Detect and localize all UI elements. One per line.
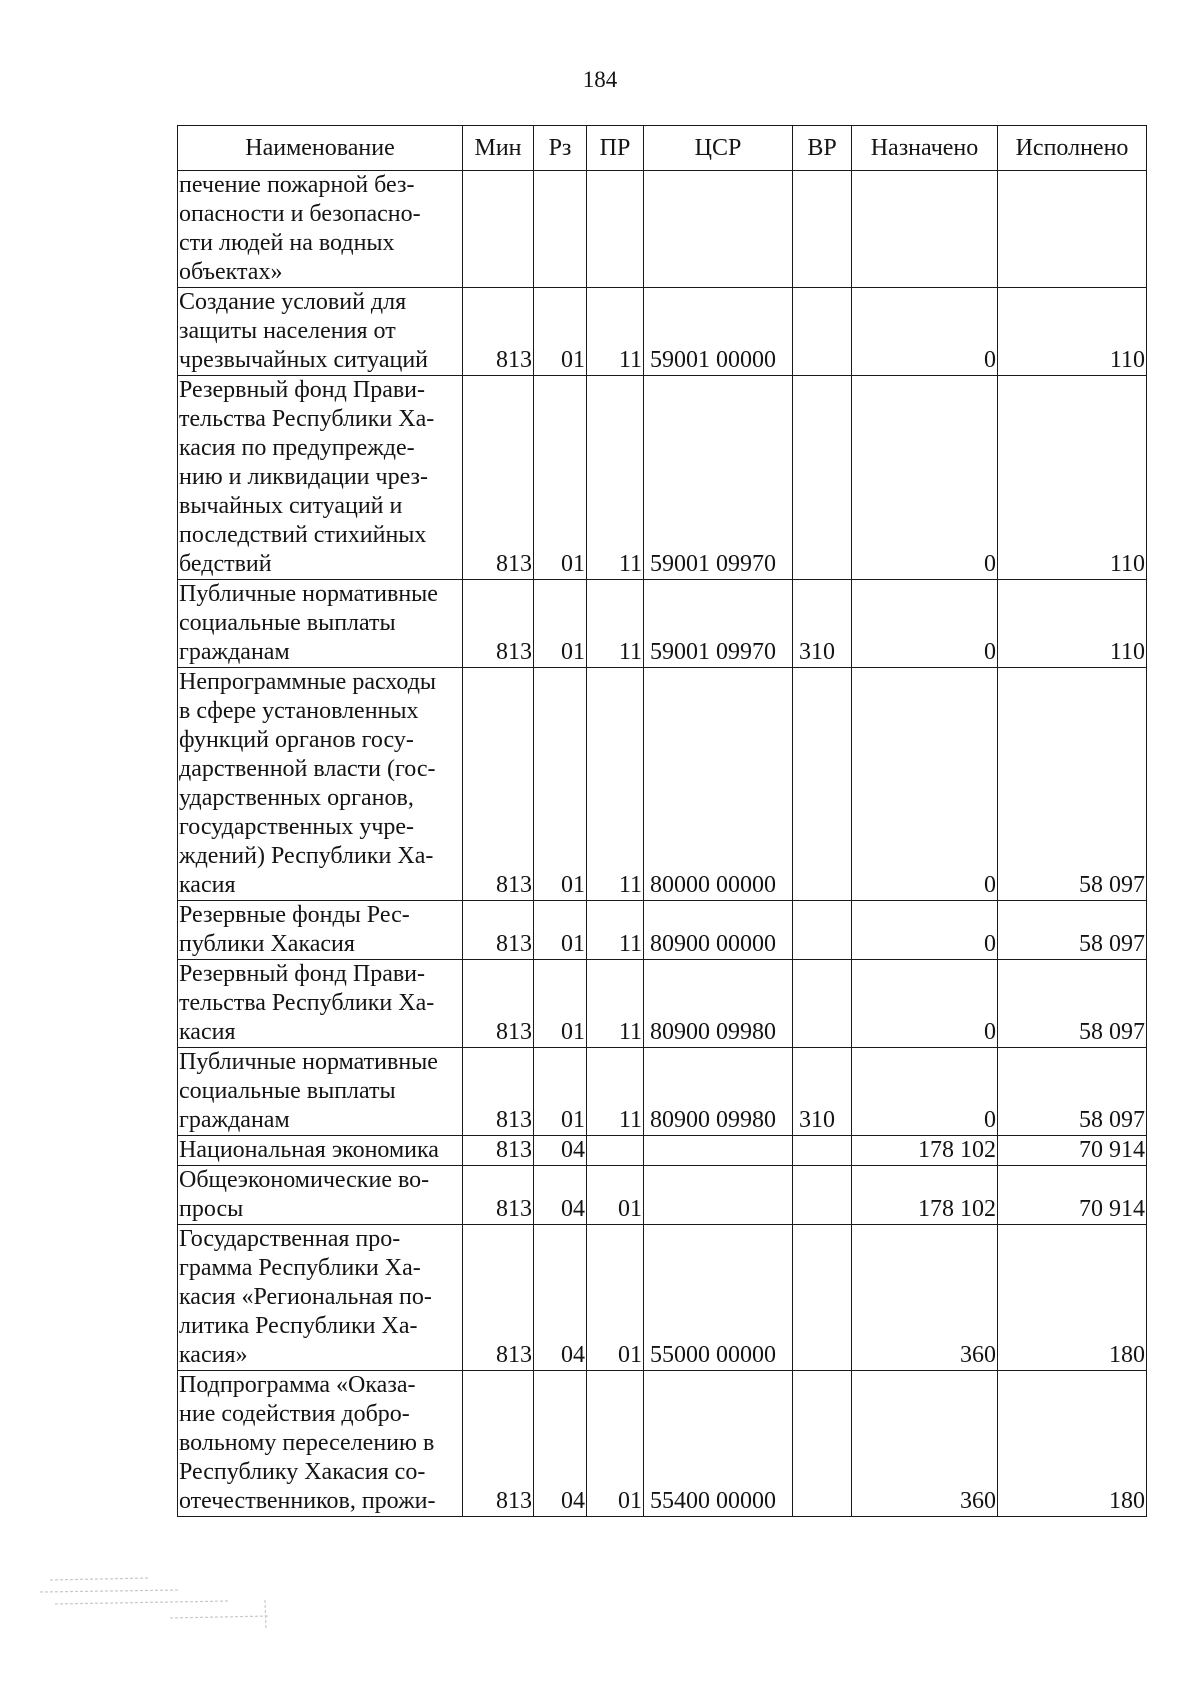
table-row: [178, 960, 1147, 1048]
header-row: [178, 126, 1147, 171]
row-rz: 01: [534, 288, 587, 376]
row-assigned: 360: [852, 1225, 998, 1371]
row-min: 813: [463, 1166, 534, 1225]
row-vr: [793, 960, 852, 1048]
row-csr: 59001 00000: [644, 288, 793, 376]
row-name: печение пожарной без- опасности и безопасно- сти людей на водных объектах»: [178, 171, 463, 288]
row-rz: 01: [534, 901, 587, 960]
row-executed: 110: [998, 288, 1147, 376]
row-executed: 58 097: [998, 1048, 1147, 1136]
page-number: 184: [582, 67, 618, 92]
row-min: 813: [463, 960, 534, 1048]
row-name: Подпрограмма «Оказа- ние содействия добро- вольному переселению в Республику Хакасия со- отечественников, прожи-: [178, 1371, 463, 1517]
row-min: 813: [463, 288, 534, 376]
row-rz: 01: [534, 668, 587, 901]
row-executed: 58 097: [998, 901, 1147, 960]
table-row: [178, 171, 1147, 288]
row-vr: [793, 668, 852, 901]
row-pr: 11: [587, 1048, 644, 1136]
row-assigned: 360: [852, 1371, 998, 1517]
row-name: Резервные фонды Рес- публики Хакасия: [178, 901, 463, 960]
row-name: Национальная экономика: [178, 1136, 463, 1166]
budget-table: [177, 125, 1147, 1517]
row-min: 813: [463, 1371, 534, 1517]
row-csr: [644, 1136, 793, 1166]
row-rz: 04: [534, 1166, 587, 1225]
row-pr: 11: [587, 668, 644, 901]
header-pr: ПР: [587, 126, 644, 171]
row-name: Публичные нормативные социальные выплаты гражданам: [178, 580, 463, 668]
row-min: 813: [463, 1225, 534, 1371]
table-row: [178, 1166, 1147, 1225]
row-pr: 11: [587, 288, 644, 376]
row-name: Государственная про- грамма Республики Ха- касия «Региональная по- литика Республики Ха- касия»: [178, 1225, 463, 1371]
row-pr: [587, 171, 644, 288]
row-executed: 58 097: [998, 668, 1147, 901]
header-vr: ВР: [793, 126, 852, 171]
row-executed: [998, 171, 1147, 288]
header-rz: Рз: [534, 126, 587, 171]
row-assigned: 0: [852, 1048, 998, 1136]
row-vr: 310: [793, 1048, 852, 1136]
row-csr: 80000 00000: [644, 668, 793, 901]
header-name: Наименование: [178, 126, 463, 171]
row-assigned: 0: [852, 668, 998, 901]
row-name: Публичные нормативные социальные выплаты гражданам: [178, 1048, 463, 1136]
row-csr: 55000 00000: [644, 1225, 793, 1371]
row-pr: 01: [587, 1166, 644, 1225]
header-csr: ЦСР: [644, 126, 793, 171]
header-min: Мин: [463, 126, 534, 171]
row-pr: 11: [587, 580, 644, 668]
row-name: Общеэкономические во- просы: [178, 1166, 463, 1225]
row-rz: 04: [534, 1371, 587, 1517]
row-pr: 11: [587, 376, 644, 580]
row-pr: 01: [587, 1371, 644, 1517]
row-pr: 01: [587, 1225, 644, 1371]
row-vr: [793, 171, 852, 288]
row-assigned: 0: [852, 580, 998, 668]
row-assigned: 0: [852, 960, 998, 1048]
faded-stamp-mark: [30, 1570, 280, 1640]
row-pr: 11: [587, 960, 644, 1048]
row-vr: [793, 376, 852, 580]
table-row: [178, 1225, 1147, 1371]
row-csr: 59001 09970: [644, 376, 793, 580]
row-rz: 04: [534, 1136, 587, 1166]
row-csr: 55400 00000: [644, 1371, 793, 1517]
row-min: 813: [463, 1048, 534, 1136]
row-name: Резервный фонд Прави- тельства Республики Ха- касия: [178, 960, 463, 1048]
header-executed: Исполнено: [998, 126, 1147, 171]
row-vr: [793, 1225, 852, 1371]
row-vr: [793, 1136, 852, 1166]
row-csr: [644, 1166, 793, 1225]
header-assigned: Назначено: [852, 126, 998, 171]
row-rz: 04: [534, 1225, 587, 1371]
row-name: Создание условий для защиты населения от чрезвычайных ситуаций: [178, 288, 463, 376]
row-pr: [587, 1136, 644, 1166]
row-executed: 110: [998, 580, 1147, 668]
row-vr: [793, 1166, 852, 1225]
table-row: [178, 901, 1147, 960]
row-rz: 01: [534, 960, 587, 1048]
row-csr: 80900 09980: [644, 960, 793, 1048]
row-executed: 70 914: [998, 1136, 1147, 1166]
row-rz: 01: [534, 580, 587, 668]
row-rz: 01: [534, 376, 587, 580]
row-name: Непрограммные расходы в сфере установленных функций органов госу- дарственной власти (гос- ударственных органов, государственных учре- ждений) Республики Ха- касия: [178, 668, 463, 901]
table-row: [178, 1048, 1147, 1136]
row-executed: 180: [998, 1225, 1147, 1371]
row-min: [463, 171, 534, 288]
row-min: 813: [463, 376, 534, 580]
row-min: 813: [463, 901, 534, 960]
row-name: Резервный фонд Прави- тельства Республики Ха- касия по предупрежде- нию и ликвидации чрез- вычайных ситуаций и последствий стихийных бедствий: [178, 376, 463, 580]
row-executed: 70 914: [998, 1166, 1147, 1225]
row-executed: 110: [998, 376, 1147, 580]
row-min: 813: [463, 1136, 534, 1166]
table-row: [178, 376, 1147, 580]
row-rz: 01: [534, 1048, 587, 1136]
row-assigned: [852, 171, 998, 288]
table-row: [178, 1371, 1147, 1517]
row-vr: [793, 901, 852, 960]
row-min: 813: [463, 668, 534, 901]
row-csr: 80900 00000: [644, 901, 793, 960]
row-csr: [644, 171, 793, 288]
table-row: [178, 580, 1147, 668]
row-executed: 180: [998, 1371, 1147, 1517]
row-assigned: 0: [852, 376, 998, 580]
table-row: [178, 668, 1147, 901]
row-min: 813: [463, 580, 534, 668]
row-executed: 58 097: [998, 960, 1147, 1048]
table-row: [178, 288, 1147, 376]
table-row: [178, 1136, 1147, 1166]
row-assigned: 0: [852, 901, 998, 960]
row-vr: 310: [793, 580, 852, 668]
row-vr: [793, 288, 852, 376]
row-assigned: 178 102: [852, 1166, 998, 1225]
row-assigned: 0: [852, 288, 998, 376]
row-pr: 11: [587, 901, 644, 960]
row-rz: [534, 171, 587, 288]
row-vr: [793, 1371, 852, 1517]
row-assigned: 178 102: [852, 1136, 998, 1166]
row-csr: 80900 09980: [644, 1048, 793, 1136]
row-csr: 59001 09970: [644, 580, 793, 668]
